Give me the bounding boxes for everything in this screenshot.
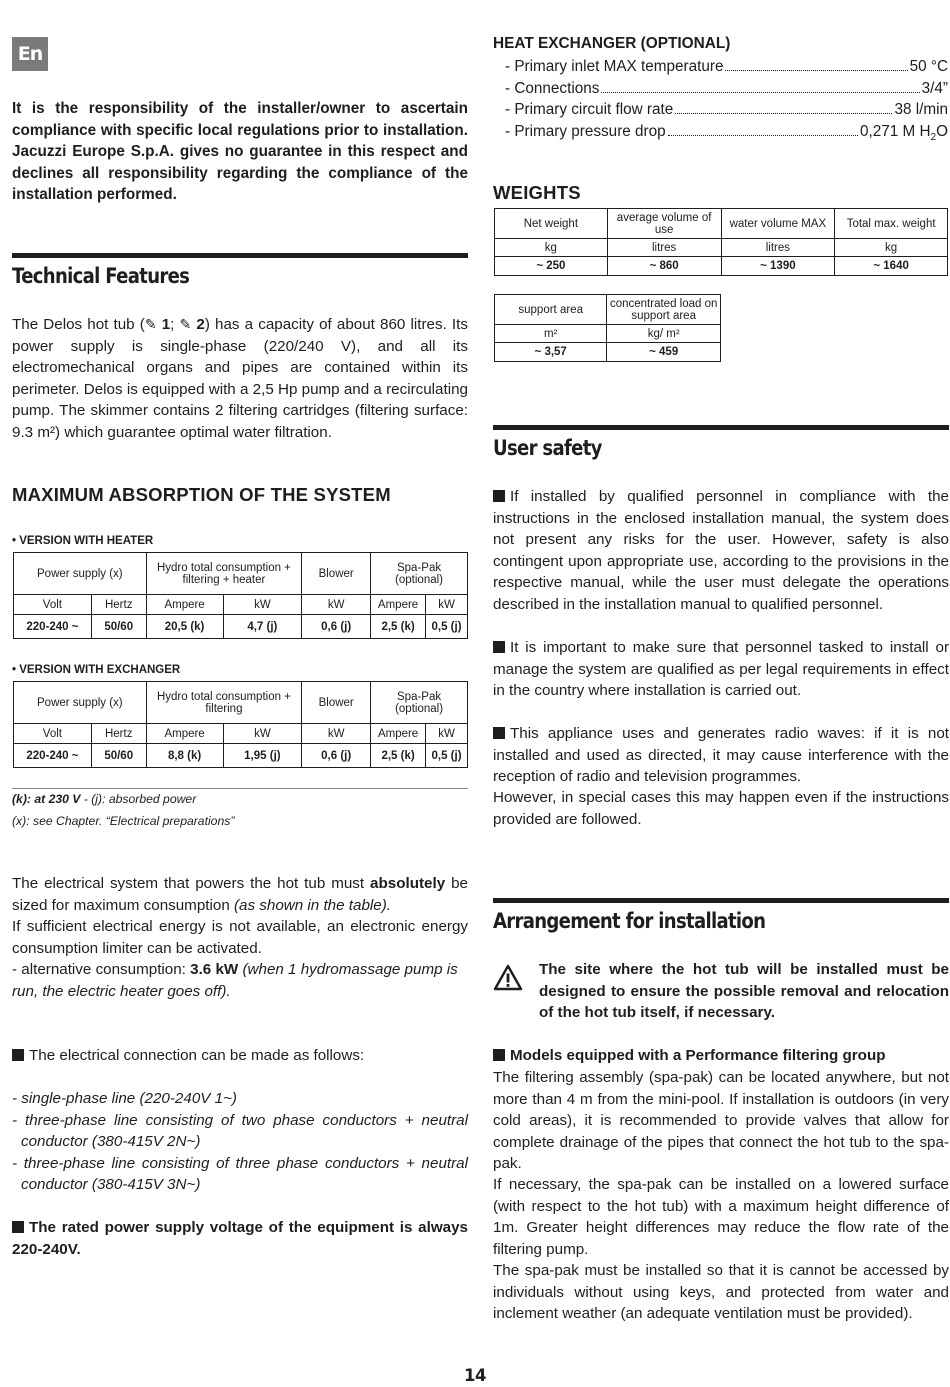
value-cell: 220-240 ~ [14, 744, 92, 768]
relocation-warning: The site where the hot tub will be installed must be designed to ensure the possible removal and relocation of the hot tub itself, if necessary. [539, 961, 949, 1022]
heat-exchanger-heading: HEAT EXCHANGER (OPTIONAL) [493, 35, 731, 52]
value-cell: 220-240 ~ [14, 615, 92, 639]
header-spa-pak: Spa-Pak (optional) [371, 682, 468, 724]
arrangement-heading: Arrangement for installation [493, 909, 766, 933]
spa-pak-location: The filtering assembly (spa-pak) can be located anywhere, but not more than 4 m from the mini-pool. If installation is outdoors (in very cold areas), it is recommended to provide valves that allow for complete drainage of the pipes that connect the hot tub to the spa-pak. [493, 1069, 949, 1173]
unit-cell: kg/ m² [607, 325, 721, 343]
unit-cell: Volt [14, 595, 92, 615]
safety-paragraph: It is important to make sure that personnel tasked to install or manage the system are qualified as per legal requirements in effect in the country where installation is carried out. [493, 639, 949, 700]
value-cell: 2,5 (k) [371, 744, 426, 768]
square-bullet-icon [493, 1049, 505, 1061]
connection-intro: The electrical connection can be made as follows: [12, 1045, 468, 1067]
absorption-heading: MAXIMUM ABSORPTION OF THE SYSTEM [12, 484, 391, 505]
note-x: (x): see Chapter. “Electrical preparations” [12, 813, 235, 828]
square-bullet-icon [493, 727, 505, 739]
unit-cell: kW [426, 595, 468, 615]
unit-cell: kW [223, 724, 302, 744]
limiter-paragraph: If sufficient electrical energy is not available, an electronic energy consumption limiter can be activated. [12, 918, 468, 957]
value-cell: ~ 250 [495, 257, 608, 276]
unit-cell: kW [302, 724, 371, 744]
section-rule [12, 253, 468, 258]
heater-absorption-table [13, 552, 468, 639]
unit-cell: kg [495, 239, 608, 257]
unit-cell: kg [835, 239, 948, 257]
square-bullet-icon [12, 1221, 24, 1233]
header-hydro-consumption: Hydro total consumption + filtering + heater [146, 553, 302, 595]
square-bullet-icon [493, 641, 505, 653]
value-cell: 4,7 (j) [223, 615, 302, 639]
support-area-table [494, 294, 721, 362]
note-k: (k): at 230 V - (j): absorbed power [12, 792, 197, 806]
pencil-reference-icon: ✎ [144, 316, 157, 332]
safety-paragraph: However, in special cases this may happen even if the instructions provided are followed. [493, 789, 949, 828]
list-item: - three-phase line consisting of two phase conductors + neutral conductor (380-415V 2N~) [12, 1111, 468, 1151]
rated-voltage-note: The rated power supply voltage of the equipment is always 220-240V. [12, 1219, 468, 1258]
spa-pak-protection: The spa-pak must be installed so that it is cannot be accessed by individuals without using keys, and protected from water and inclement weather (an adequate ventilation must be provided). [493, 1262, 949, 1323]
value-cell: ~ 860 [607, 257, 721, 276]
list-item: - Primary pressure drop 0,271 M $H_2O$ [505, 122, 948, 143]
section-rule [493, 898, 949, 903]
unit-cell: Ampere [146, 595, 223, 615]
technical-features-heading: Technical Features [12, 264, 190, 288]
header-power-supply: Power supply (x) [14, 553, 147, 595]
list-item: - Connections 3/4” [505, 79, 948, 97]
unit-cell: kW [426, 724, 468, 744]
spa-pak-height: If necessary, the spa-pak can be installed on a lowered surface (with respect to the hot tub) with a maximum height difference of 1m. Greater height differences may reduce the flow rate of the filtering pump. [493, 1176, 949, 1258]
header-power-supply: Power supply (x) [14, 682, 147, 724]
list-item: - Primary circuit flow rate 38 l/min [505, 101, 948, 118]
section-rule [493, 425, 949, 430]
user-safety-heading: User safety [493, 436, 602, 460]
header-blower: Blower [302, 553, 371, 595]
list-item: - single-phase line (220-240V 1~) [12, 1090, 237, 1107]
unit-cell: m² [495, 325, 607, 343]
value-cell: 0,6 (j) [302, 615, 371, 639]
value-cell: 2,5 (k) [371, 615, 426, 639]
version-exchanger-label: • VERSION WITH EXCHANGER [12, 664, 181, 676]
header-spa-pak: Spa-Pak (optional) [371, 553, 468, 595]
unit-cell: kW [223, 595, 302, 615]
header-hydro-consumption: Hydro total consumption + filtering [146, 682, 302, 724]
unit-cell: Ampere [371, 724, 426, 744]
models-heading: Models equipped with a Performance filtering group [493, 1045, 949, 1067]
pencil-reference-icon: ✎ [179, 316, 192, 332]
unit-cell: Volt [14, 724, 92, 744]
value-cell: 8,8 (k) [146, 744, 223, 768]
unit-cell: Hertz [91, 595, 146, 615]
unit-cell: Hertz [91, 724, 146, 744]
header-cell: support area [495, 295, 607, 325]
safety-paragraph: This appliance uses and generates radio waves: if it is not installed and used as directed, it may cause interference with the reception of radio and television programmes. [493, 725, 949, 786]
electrical-sizing-paragraph: The electrical system that powers the hot tub must absolutely be sized for maximum consumption (as shown in the table). [12, 875, 468, 914]
value-cell: ~ 459 [607, 343, 721, 362]
value-cell: 0,6 (j) [302, 744, 371, 768]
header-cell: Total max. weight [835, 209, 948, 239]
unit-cell: Ampere [146, 724, 223, 744]
heat-exchanger-list [493, 56, 948, 148]
unit-cell: Ampere [371, 595, 426, 615]
language-badge: En [12, 37, 48, 71]
value-cell: 50/60 [91, 615, 146, 639]
value-cell: ~ 3,57 [495, 343, 607, 362]
alternative-consumption: - alternative consumption: 3.6 kW (when 1 hydromassage pump is run, the electric heater goes off). [12, 961, 458, 1000]
page-number: 14 [464, 1366, 486, 1385]
unit-cell: litres [721, 239, 835, 257]
warning-icon [493, 964, 523, 992]
table-notes [12, 789, 468, 832]
installer-disclaimer: It is the responsibility of the installer/owner to ascertain compliance with specific local regulations prior to installation. Jacuzzi Europe S.p.A. gives no guarantee in this respect and declines all responsibility regarding the compliance of the installation performed. [12, 100, 468, 204]
weights-table [494, 208, 948, 276]
unit-cell: litres [607, 239, 721, 257]
header-cell: average volume of use [607, 209, 721, 239]
header-cell: water volume MAX [721, 209, 835, 239]
safety-paragraph: If installed by qualified personnel in compliance with the instructions in the enclosed installation manual, the system does not present any risks for the user. However, safety is also contingent upon appropriate use, according to the provisions in the respective manual, while the user must delegate the operations described in the installation manual to qualified personnel. [493, 488, 949, 613]
value-cell: 1,95 (j) [223, 744, 302, 768]
weights-heading: WEIGHTS [493, 182, 581, 203]
value-cell: 50/60 [91, 744, 146, 768]
header-cell: concentrated load on support area [607, 295, 721, 325]
exchanger-absorption-table [13, 681, 468, 768]
header-blower: Blower [302, 682, 371, 724]
value-cell: 0,5 (j) [426, 744, 468, 768]
square-bullet-icon [493, 490, 505, 502]
unit-cell: kW [302, 595, 371, 615]
value-cell: 20,5 (k) [146, 615, 223, 639]
list-item: - three-phase line consisting of three phase conductors + neutral conductor (380-415V 3N~) [12, 1154, 468, 1194]
header-cell: Net weight [495, 209, 608, 239]
square-bullet-icon [12, 1049, 24, 1061]
value-cell: ~ 1390 [721, 257, 835, 276]
list-item: - Primary inlet MAX temperature 50 °C [505, 58, 948, 75]
technical-description: The Delos hot tub (✎ 1; ✎ 2) has a capacity of about 860 litres. Its power supply is single-phase (220/240 V), and all its electromechanical organs and pipes are contained within its perimeter. Delos is equipped with a 2,5 Hp pump and a recirculating pump. The skimmer contains 2 filtering cartridges (filtering surface: 9.3 m²) which guarantee optimal water filtration. [12, 316, 468, 441]
value-cell: ~ 1640 [835, 257, 948, 276]
connection-list [12, 1088, 468, 1196]
version-heater-label: • VERSION WITH HEATER [12, 535, 154, 547]
value-cell: 0,5 (j) [426, 615, 468, 639]
